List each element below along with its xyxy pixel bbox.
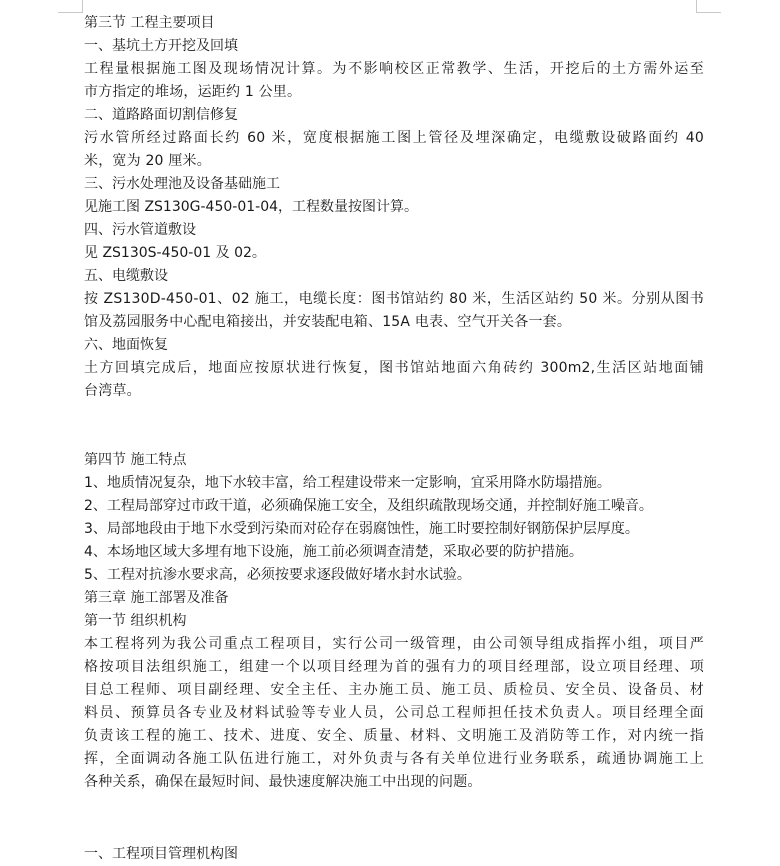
paragraph <box>84 357 704 403</box>
paragraph-line: 各种关系，确保在最短时间、最快速度解决施工中出现的问题。 <box>84 774 482 790</box>
text-line: 1、地质情况复杂，地下水较丰富，给工程建设带来一定影响，宜采用降水防塌措施。 <box>84 475 611 491</box>
page-corner-mark-left <box>58 0 83 13</box>
paragraph-line: 馆及荔园服务中心配电箱接出，并安装配电箱、15A 电表、空气开关各一套。 <box>84 314 572 330</box>
paragraph-line: 挥，全面调动各施工队伍进行施工，对外负责与各有关单位进行业务联系，疏通协调施工上 <box>84 751 704 767</box>
paragraph-line: 台湾草。 <box>84 383 141 399</box>
text-line: 3、局部地段由于地下水受到污染而对砼存在弱腐蚀性，施工时要控制好钢筋保护层厚度。 <box>84 521 639 537</box>
paragraph <box>84 288 704 334</box>
paragraph-line: 本工程将列为我公司重点工程项目，实行公司一级管理，由公司领导组成指挥小组，项目严 <box>84 636 704 652</box>
paragraph-line: 工程量根据施工图及现场情况计算。为不影响校区正常教学、生活，开挖后的土方需外运至 <box>84 61 704 77</box>
text-line: 一、基坑土方开挖及回填 <box>84 38 238 54</box>
text-line: 见施工图 ZS130G-450-01-04，工程数量按图计算。 <box>84 199 419 215</box>
paragraph-line: 格按项目法组织施工，组建一个以项目经理为首的强有力的项目经理部，设立项目经理、项 <box>84 659 704 675</box>
text-line: 三、污水处理池及设备基础施工 <box>84 176 280 192</box>
text-line: 第三节 工程主要项目 <box>84 15 215 31</box>
text-line: 五、电缆敷设 <box>84 268 168 284</box>
paragraph-line: 市方指定的堆场，运距约 1 公里。 <box>84 84 302 100</box>
blank-spacer <box>84 403 704 449</box>
paragraph <box>84 633 704 794</box>
blank-spacer <box>84 794 704 843</box>
paragraph-line: 米，宽为 20 厘米。 <box>84 153 211 169</box>
text-line: 5、工程对抗渗水要求高，必须按要求逐段做好堵水封水试验。 <box>84 567 471 583</box>
text-line: 4、本场地区域大多埋有地下设施，施工前必须调查清楚，采取必要的防护措施。 <box>84 544 583 560</box>
text-line: 一、工程项目管理机构图 <box>84 846 238 862</box>
text-line: 六、地面恢复 <box>84 337 168 353</box>
paragraph-line: 按 ZS130D-450-01、02 施工，电缆长度：图书馆站约 80 米，生活区站约 50 米。分别从图书 <box>84 291 704 307</box>
paragraph <box>84 58 704 104</box>
document-body <box>84 12 704 866</box>
text-line: 2、工程局部穿过市政干道，必须确保施工安全，及组织疏散现场交通，并控制好施工噪音。 <box>84 498 653 514</box>
paragraph-line: 目总工程师、项目副经理、安全主任、主办施工员、施工员、质检员、安全员、设备员、材 <box>84 682 704 698</box>
text-line: 第四节 施工特点 <box>84 452 187 468</box>
text-line: 四、污水管道敷设 <box>84 222 196 238</box>
paragraph-line: 料员、预算员各专业及材料试验等专业人员，公司总工程师担任技术负责人。项目经理全面 <box>84 705 704 721</box>
text-line: 二、道路路面切割信修复 <box>84 107 238 123</box>
paragraph <box>84 127 704 173</box>
text-line: 第三章 施工部署及准备 <box>84 590 229 606</box>
paragraph-line: 负责该工程的施工、技术、进度、安全、质量、材料、文明施工及消防等工作，对内统一指 <box>84 728 704 744</box>
paragraph-line: 土方回填完成后，地面应按原状进行恢复，图书馆站地面六角砖约 300m2,生活区站地面铺 <box>84 360 704 376</box>
text-line: 见 ZS130S-450-01 及 02。 <box>84 245 266 261</box>
paragraph-line: 污水管所经过路面长约 60 米，宽度根据施工图上管径及埋深确定，电缆敷设破路面约 40 <box>84 130 704 146</box>
text-line: 第一节 组织机构 <box>84 613 187 629</box>
